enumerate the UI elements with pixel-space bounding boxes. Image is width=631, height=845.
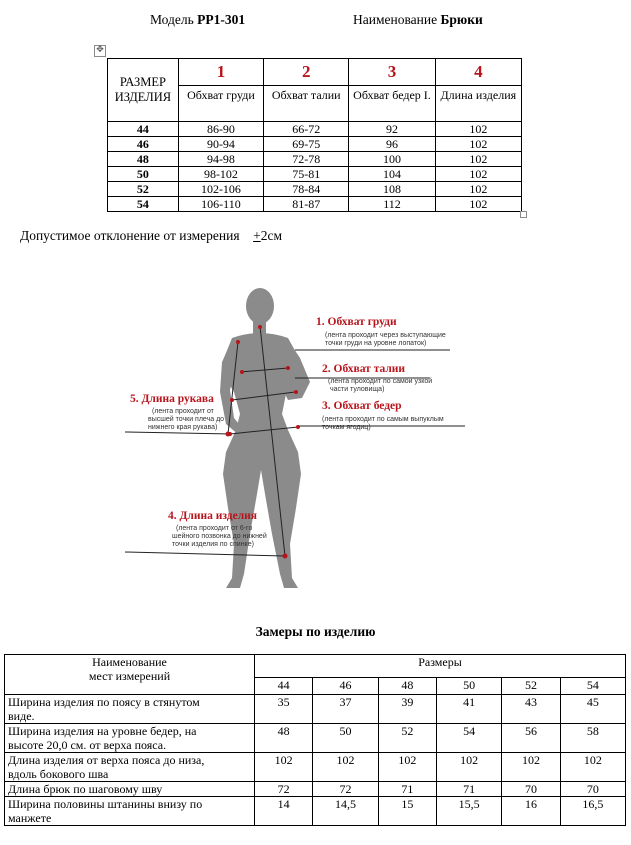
label-sleeve-note1: (лента проходит от <box>152 408 214 415</box>
table-resize-handle[interactable] <box>520 211 527 218</box>
size-table <box>107 58 522 212</box>
table-row: 48 94-98 72-78 100 102 <box>108 152 522 167</box>
tolerance-pm: + <box>253 228 261 243</box>
size-col-50: 50 <box>436 678 501 695</box>
body-measurement-figure <box>120 282 470 592</box>
label-waist-note1: (лента проходит по самой узкой <box>328 378 433 385</box>
name-line <box>353 12 483 28</box>
col-num-2: 2 <box>264 59 349 86</box>
col-label-1: Обхват груди <box>178 86 263 122</box>
label-bust-title: 1. Обхват груди <box>316 316 397 328</box>
label-bust-note1: (лента проходит через выступающие <box>325 332 446 339</box>
table-row: 50 98-102 75-81 104 102 <box>108 167 522 182</box>
col-num-1: 1 <box>178 59 263 86</box>
size-col-52: 52 <box>502 678 560 695</box>
sizes-header: Размеры <box>255 655 626 678</box>
table-row: Ширина половины штанины внизу по манжете 14 14,5 15 15,5 16 16,5 <box>5 797 626 826</box>
size-col-44: 44 <box>255 678 313 695</box>
table-row: 44 86-90 66-72 92 102 <box>108 122 522 137</box>
label-hip-note2: точкам ягодиц) <box>322 424 371 431</box>
label-length-note2: шейного позвонка до нижней <box>172 533 267 540</box>
col-label-4: Длина изделия <box>435 86 521 122</box>
label-hip-title: 3. Обхват бедер <box>322 400 402 412</box>
size-col-48: 48 <box>378 678 436 695</box>
measurements-title: Замеры по изделию <box>255 624 376 639</box>
measurements-table <box>4 654 626 826</box>
table-row: Ширина изделия на уровне бедер, на высоте 20,0 см. от верха пояса. 48 50 52 54 56 58 <box>5 724 626 753</box>
label-sleeve-note3: нижнего края рукава) <box>148 424 218 431</box>
col-num-4: 4 <box>435 59 521 86</box>
col-label-3: Обхват бедер I. <box>349 86 435 122</box>
label-length-title: 4. Длина изделия <box>168 510 258 522</box>
place-header: Наименование мест измерений <box>5 655 255 695</box>
model-label: Модель <box>150 12 194 27</box>
size-col-54: 54 <box>560 678 625 695</box>
size-col-46: 46 <box>313 678 378 695</box>
label-sleeve-note2: высшей точки плеча до <box>148 416 225 423</box>
label-length-note1: (лента проходит от 6-го <box>176 525 253 532</box>
table-row: 46 90-94 69-75 96 102 <box>108 137 522 152</box>
label-hip-note1: (лента проходит по самым выпуклым <box>322 416 444 423</box>
table-row: Длина брюк по шаговому шву 72 72 71 71 70 70 <box>5 782 626 797</box>
label-waist-title: 2. Обхват талии <box>322 363 406 375</box>
name-value: Брюки <box>440 12 483 27</box>
label-length-note3: точки изделия по спинке) <box>172 541 254 548</box>
table-row: Длина изделия от верха пояса до низа, вдоль бокового шва 102 102 102 102 102 102 <box>5 753 626 782</box>
table-row: 52 102-106 78-84 108 102 <box>108 182 522 197</box>
col-num-3: 3 <box>349 59 435 86</box>
table-move-handle-icon[interactable]: ✥ <box>94 45 106 57</box>
label-waist-note2: части туловища) <box>330 386 385 393</box>
table-row: Ширина изделия по поясу в стянутом виде. 35 37 39 41 43 45 <box>5 695 626 724</box>
col-label-2: Обхват талии <box>264 86 349 122</box>
size-corner-header: РАЗМЕР ИЗДЕЛИЯ <box>108 59 179 122</box>
name-label: Наименование <box>353 12 438 27</box>
label-sleeve-title: 5. Длина рукава <box>130 393 214 405</box>
tolerance-text: Допустимое отклонение от измерения <box>20 228 240 243</box>
model-line <box>150 12 245 28</box>
tolerance-line <box>20 228 282 244</box>
label-bust-note2: точки груди на уровне лопаток) <box>325 340 427 347</box>
tolerance-value: 2см <box>260 228 282 243</box>
table-row: 54 106-110 81-87 112 102 <box>108 197 522 212</box>
model-value: РР1-301 <box>197 12 246 27</box>
